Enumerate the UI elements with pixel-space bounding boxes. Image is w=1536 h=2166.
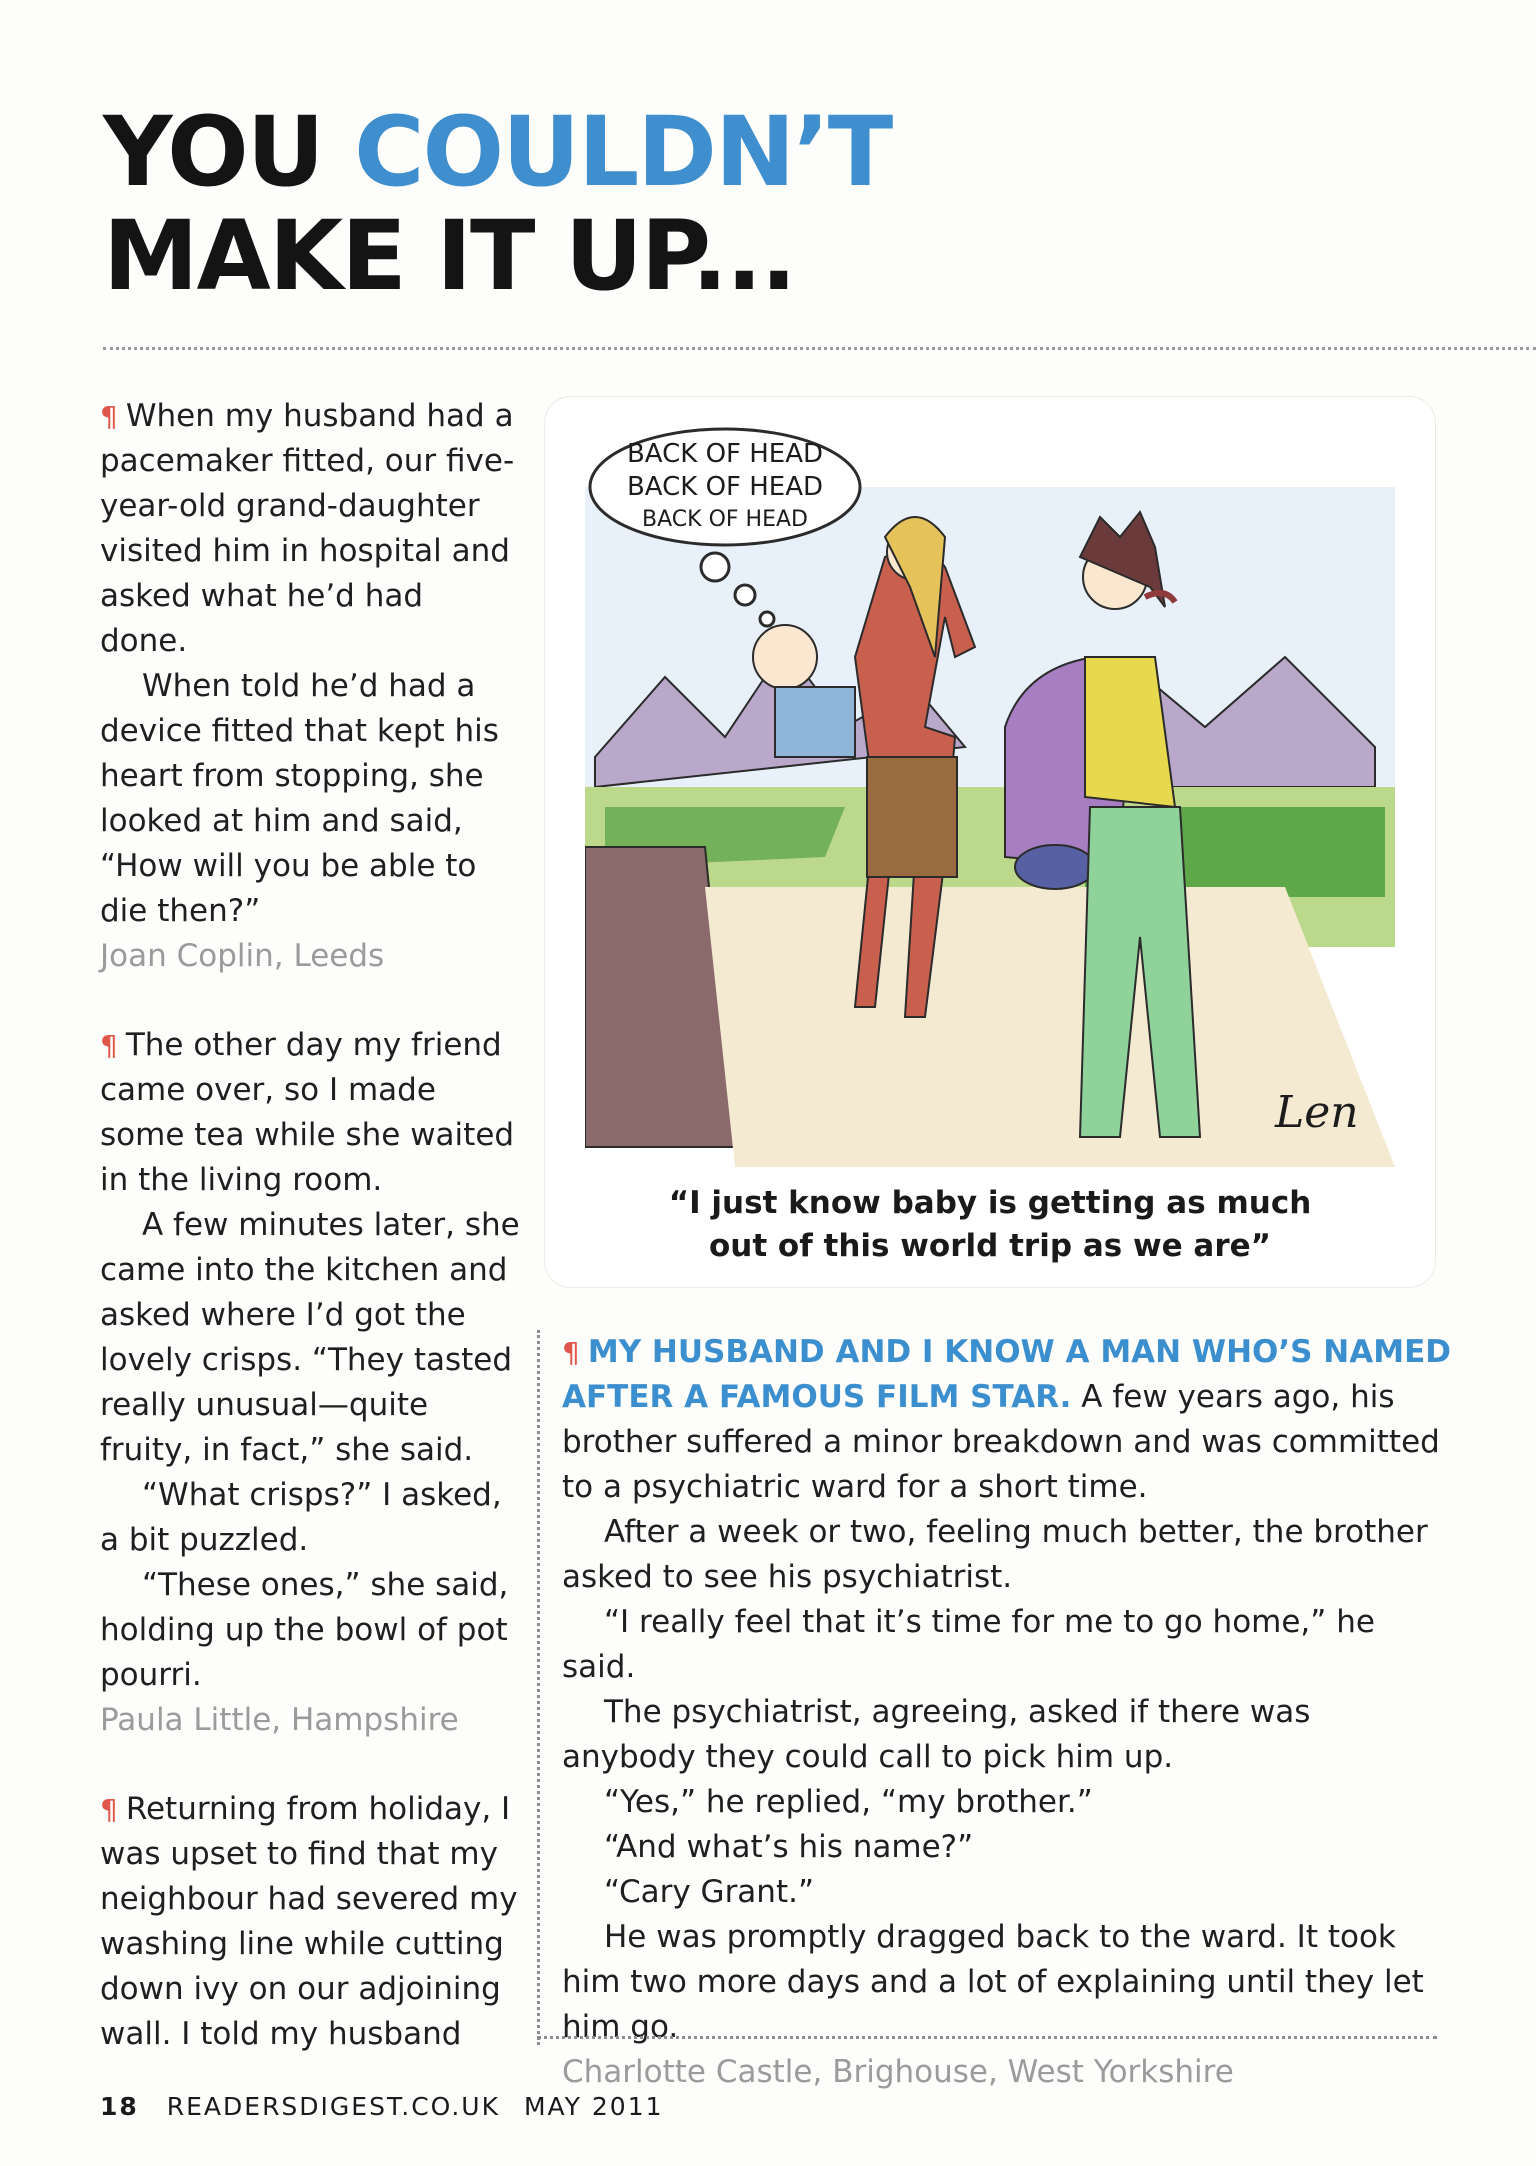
story-paragraph: The psychiatrist, agreeing, asked if there was anybody they could call to pick him up.	[562, 1694, 1311, 1775]
story-paragraph: He was promptly dragged back to the ward. It took him two more days and a lot of explaining until they let him go.	[562, 1919, 1424, 2045]
headline-make-it-up: MAKE IT UP...	[103, 200, 795, 312]
top-dotted-rule	[103, 347, 1536, 350]
footer-issue: MAY 2011	[523, 2092, 664, 2121]
bottom-dotted-rule	[537, 2036, 1437, 2039]
column-divider	[537, 1330, 540, 2045]
story-byline: Charlotte Castle, Brighouse, West Yorkshire	[562, 2054, 1234, 2090]
story-paragraph: A few minutes later, she came into the kitchen and asked where I’d got the lovely crisps. “They tasted really unusual—quite fruity, in fact,” she said.	[100, 1207, 520, 1468]
pilcrow-icon: ¶	[100, 1029, 118, 1062]
story-paragraph: “These ones,” she said, holding up the bowl of pot pourri.	[100, 1567, 509, 1693]
story-paragraph: ¶ When my husband had a pacemaker fitted, our five-year-old grand-daughter visited him in hospital and asked what he’d had done.	[100, 398, 515, 659]
pilcrow-icon: ¶	[100, 1793, 118, 1826]
headline-you: YOU	[103, 96, 323, 208]
footer-site: READERSDIGEST.CO.UK	[166, 2092, 500, 2121]
story-paragraph: After a week or two, feeling much better, the brother asked to see his psychiatrist.	[562, 1514, 1428, 1595]
artist-signature: Len	[1275, 1087, 1359, 1138]
page-number: 18	[100, 2092, 139, 2121]
page-headline	[103, 96, 892, 312]
story-paragraph: ¶ MY HUSBAND AND I KNOW A MAN WHO’S NAMED AFTER A FAMOUS FILM STAR. A few years ago, his brother suffered a minor breakdown and was committed to a psychiatric ward for a short time.	[562, 1334, 1451, 1505]
story-byline: Paula Little, Hampshire	[100, 1702, 459, 1738]
story-paragraph: “What crisps?” I asked, a bit puzzled.	[100, 1477, 502, 1558]
thought-line-3: BACK OF HEAD	[642, 507, 808, 532]
pilcrow-icon: ¶	[100, 400, 118, 433]
page-footer	[100, 2092, 664, 2121]
thought-line-1: BACK OF HEAD	[626, 439, 824, 469]
thought-line-2: BACK OF HEAD	[626, 472, 824, 502]
pilcrow-icon: ¶	[562, 1336, 580, 1369]
caption-line-2: out of this world trip as we are”	[708, 1228, 1272, 1264]
story-washing-line	[100, 1787, 520, 2057]
story-paragraph: ¶ Returning from holiday, I was upset to find that my neighbour had severed my washing line while cutting down ivy on our adjoining wall. I told my husband	[100, 1791, 518, 2052]
story-pot-pourri	[100, 1023, 520, 1743]
caption-line-1: “I just know baby is getting as much	[668, 1185, 1312, 1221]
cartoon-caption	[545, 1182, 1435, 1268]
story-paragraph: When told he’d had a device fitted that kept his heart from stopping, she looked at him and said, “How will you be able to die then?”	[100, 668, 499, 929]
headline-couldnt: COULDN’T	[354, 96, 892, 208]
story-paragraph: “Yes,” he replied, “my brother.”	[604, 1784, 1093, 1820]
story-byline: Joan Coplin, Leeds	[100, 938, 385, 974]
story-paragraph: “I really feel that it’s time for me to go home,” he said.	[562, 1604, 1375, 1685]
story-pacemaker	[100, 394, 520, 979]
story-lead: MY HUSBAND AND I KNOW A MAN WHO’S NAMED AFTER A FAMOUS FILM STAR.	[562, 1334, 1451, 1415]
right-column	[562, 1330, 1452, 2095]
story-paragraph: “And what’s his name?”	[604, 1829, 974, 1865]
cartoon-panel	[545, 397, 1435, 1287]
cartoon-illustration	[585, 427, 1395, 1167]
story-paragraph: ¶ The other day my friend came over, so I made some tea while she waited in the living room.	[100, 1027, 515, 1198]
left-column	[100, 394, 520, 2101]
story-paragraph: “Cary Grant.”	[604, 1874, 815, 1910]
